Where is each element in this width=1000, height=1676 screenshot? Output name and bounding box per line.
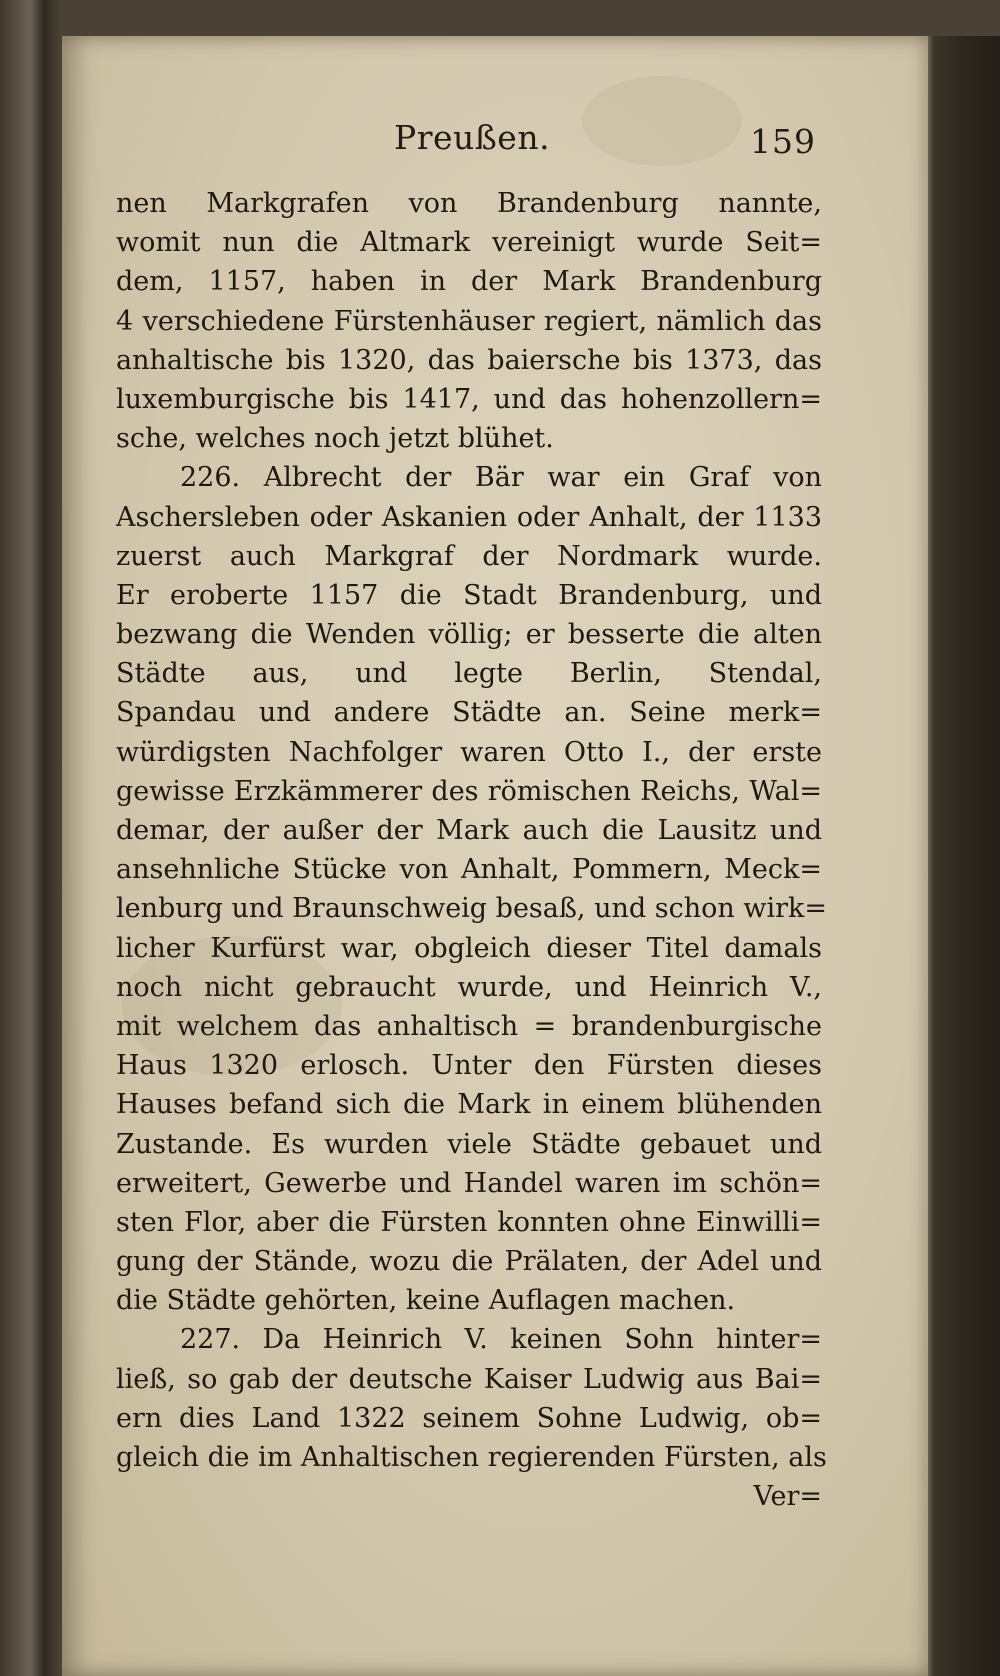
text-line: gewisse Erzkämmerer des römischen Reichs, Wal= [116, 775, 822, 807]
text-line: Aschersleben oder Askanien oder Anhalt, der 1133 [116, 501, 822, 533]
text-line: 4 verschiedene Fürstenhäuser regiert, nämlich das [116, 305, 822, 337]
body-text [116, 184, 827, 1516]
text-line: 226. Albrecht der Bär war ein Graf von [180, 462, 822, 494]
text-line: Städte aus, und legte Berlin, Stendal, [116, 658, 822, 690]
text-line: licher Kurfürst war, obgleich dieser Titel damals [116, 932, 822, 964]
page-number: 159 [750, 122, 816, 161]
text-line: Spandau und andere Städte an. Seine merk= [116, 697, 822, 729]
text-line: luxemburgische bis 1417, und das hohenzollern= [116, 383, 822, 415]
text-line: erweitert, Gewerbe und Handel waren im schön= [116, 1167, 822, 1199]
text-line: noch nicht gebraucht wurde, und Heinrich V., [116, 971, 822, 1003]
text-line: nen Markgrafen von Brandenburg nannte, [116, 188, 822, 219]
text-line: Ver= [753, 1481, 822, 1513]
text-line: mit welchem das anhaltisch = brandenburgische [116, 1010, 822, 1042]
text-line: dem, 1157, haben in der Mark Brandenburg [116, 266, 822, 298]
text-line: würdigsten Nachfolger waren Otto I., der erste [116, 736, 822, 768]
text-line: Er eroberte 1157 die Stadt Brandenburg, und [116, 579, 822, 611]
text-line: demar, der außer der Mark auch die Lausitz und [116, 815, 822, 846]
text-line: ließ, so gab der deutsche Kaiser Ludwig aus Bai= [116, 1363, 822, 1395]
text-line: sche, welches noch jetzt blühet. [116, 423, 554, 455]
text-line: die Städte gehörten, keine Auflagen machen. [116, 1285, 736, 1317]
text-line: 227. Da Heinrich V. keinen Sohn hinter= [180, 1324, 822, 1356]
page-header [62, 118, 928, 178]
text-line: zuerst auch Markgraf der Nordmark wurde. [116, 540, 822, 572]
page-edge [928, 36, 1000, 1676]
text-line: ansehnliche Stücke von Anhalt, Pommern, Meck= [116, 854, 822, 886]
text-line: bezwang die Wenden völlig; er besserte die alten [116, 619, 822, 651]
text-line: gung der Stände, wozu die Prälaten, der Adel und [116, 1246, 822, 1278]
running-title: Preußen. [394, 118, 551, 157]
text-line: ern dies Land 1322 seinem Sohne Ludwig, ob= [116, 1402, 822, 1434]
book-page [62, 36, 928, 1676]
text-line: womit nun die Altmark vereinigt wurde Seit= [116, 227, 822, 259]
text-line: gleich die im Anhaltischen regierenden Fürsten, als [116, 1442, 827, 1473]
text-line: Haus 1320 erlosch. Unter den Fürsten dieses [116, 1050, 822, 1082]
text-line: sten Flor, aber die Fürsten konnten ohne Einwilli= [116, 1206, 822, 1238]
text-line: lenburg und Braunschweig besaß, und schon wirk= [116, 893, 827, 925]
text-line: anhaltische bis 1320, das baiersche bis 1373, das [116, 344, 822, 376]
text-line: Hauses befand sich die Mark in einem blühenden [116, 1089, 822, 1121]
text-line: Zustande. Es wurden viele Städte gebauet und [116, 1128, 822, 1160]
